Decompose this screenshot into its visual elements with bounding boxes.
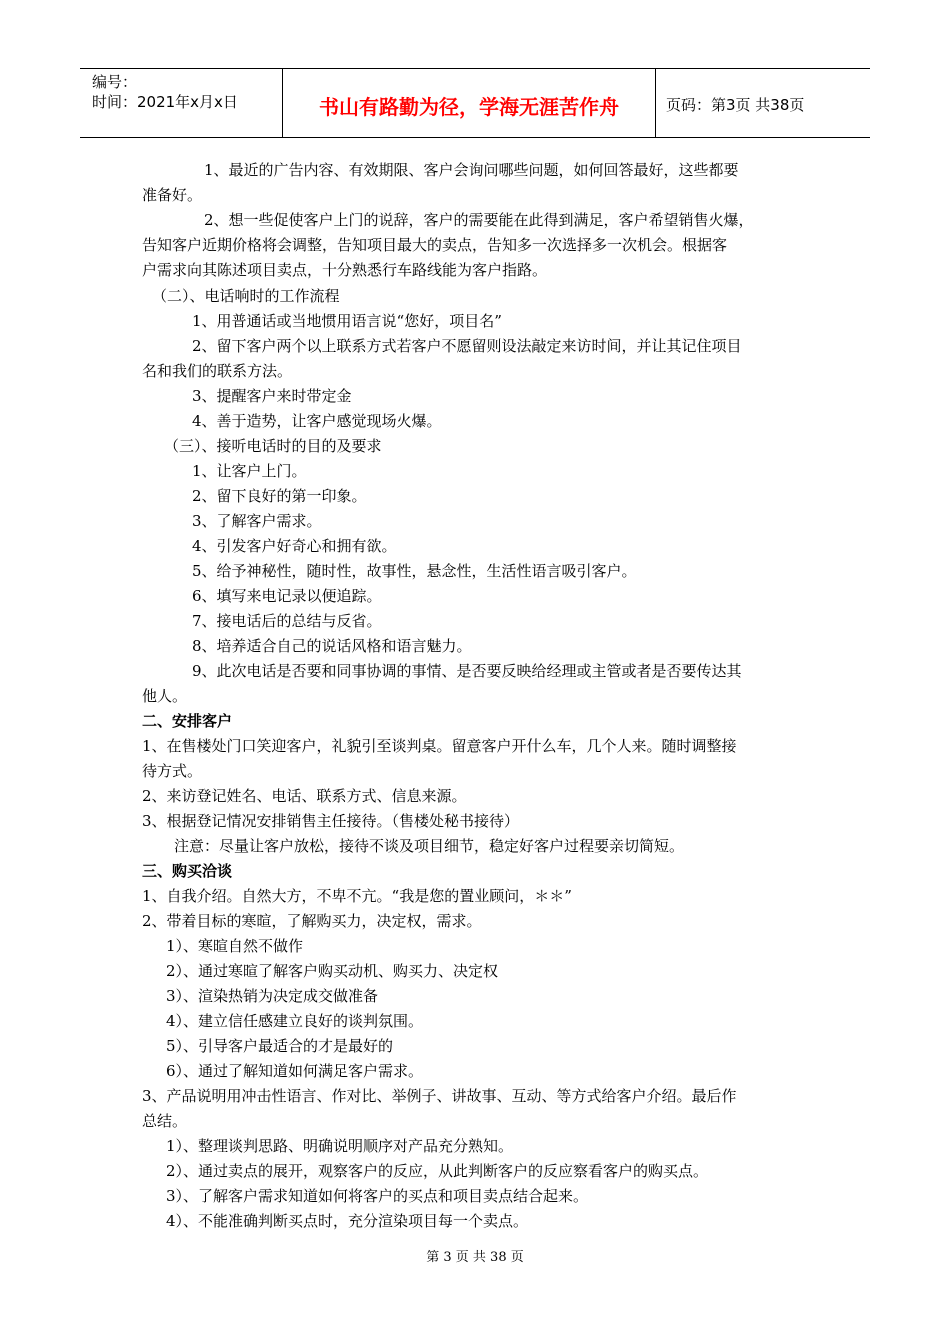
paragraph-line: 户需求向其陈述项目卖点，十分熟悉行车路线能为客户指路。 xyxy=(142,261,548,279)
paragraph-line: 1、最近的广告内容、有效期限、客户会询问哪些问题，如何回答最好，这些都要 xyxy=(204,161,739,179)
sub-list-item: 6）、通过了解知道如何满足客户需求。 xyxy=(166,1062,424,1080)
note-line: 注意：尽量让客户放松，接待不谈及项目细节，稳定好客户过程要亲切简短。 xyxy=(174,837,685,855)
sub-list-item: 4）、不能准确判断买点时，充分渲染项目每一个卖点。 xyxy=(166,1212,529,1230)
sub-list-item: 3）、了解客户需求知道如何将客户的买点和项目卖点结合起来。 xyxy=(166,1187,589,1205)
header-motto-cell xyxy=(283,69,656,137)
list-item: 9、此次电话是否要和同事协调的事情、是否要反映给经理或主管或者是否要传达其 xyxy=(192,662,742,680)
list-item: 2、留下客户两个以上联系方式若客户不愿留则设法敲定来访时间，并让其记住项目 xyxy=(192,337,742,355)
subheading: （二）、电话响时的工作流程 xyxy=(152,287,340,305)
paragraph-line: 他人。 xyxy=(142,687,188,705)
sub-list-item: 5）、引导客户最适合的才是最好的 xyxy=(166,1037,394,1055)
list-item: 8、培养适合自己的说话风格和语言魅力。 xyxy=(192,637,472,655)
subheading: （三）、接听电话时的目的及要求 xyxy=(164,437,382,455)
header-meta-cell xyxy=(80,69,283,137)
paragraph-line: 告知客户近期价格将会调整，告知项目最大的卖点，告知多一次选择多一次机会。根据客 xyxy=(142,236,728,254)
section-heading: 二、安排客户 xyxy=(142,712,233,730)
page-footer: 第 3 页 共 38 页 xyxy=(426,1250,524,1265)
sub-list-item: 1）、寒暄自然不做作 xyxy=(166,937,304,955)
list-item: 3、了解客户需求。 xyxy=(192,512,322,530)
list-item: 1、自我介绍。自然大方，不卑不亢。“我是您的置业顾问，＊＊” xyxy=(142,887,572,905)
list-item: 1、让客户上门。 xyxy=(192,462,307,480)
list-item: 6、填写来电记录以便追踪。 xyxy=(192,587,382,605)
sub-list-item: 1）、整理谈判思路、明确说明顺序对产品充分熟知。 xyxy=(166,1137,514,1155)
list-item: 7、接电话后的总结与反省。 xyxy=(192,612,382,630)
motto: 书山有路勤为径，学海无涯苦作舟 xyxy=(319,95,619,119)
list-item: 3、产品说明用冲击性语言、作对比、举例子、讲故事、互动、等方式给客户介绍。最后作 xyxy=(142,1087,737,1105)
list-item: 4、引发客户好奇心和拥有欲。 xyxy=(192,537,397,555)
list-item: 1、在售楼处门口笑迎客户，礼貌引至谈判桌。留意客户开什么车，几个人来。随时调整接 xyxy=(142,737,737,755)
sub-list-item: 4）、建立信任感建立良好的谈判氛围。 xyxy=(166,1012,424,1030)
list-item: 2、来访登记姓名、电话、联系方式、信息来源。 xyxy=(142,787,467,805)
sub-list-item: 3）、渲染热销为决定成交做准备 xyxy=(166,987,379,1005)
date-label: 时间：2021年x月x日 xyxy=(92,93,238,111)
serial-label: 编号： xyxy=(92,73,138,91)
paragraph-line: 2、想一些促使客户上门的说辞，客户的需要能在此得到满足，客户希望销售火爆， xyxy=(204,211,754,229)
paragraph-line: 准备好。 xyxy=(142,186,203,204)
list-item: 5、给予神秘性，随时性，故事性，悬念性，生活性语言吸引客户。 xyxy=(192,562,637,580)
list-item: 1、用普通话或当地惯用语言说“您好，项目名” xyxy=(192,312,502,330)
header-page-cell xyxy=(656,69,870,137)
page-info: 页码：第3页 共38页 xyxy=(666,96,805,114)
list-item: 2、带着目标的寒暄，了解购买力，决定权，需求。 xyxy=(142,912,482,930)
paragraph-line: 待方式。 xyxy=(142,762,203,780)
list-item: 2、留下良好的第一印象。 xyxy=(192,487,367,505)
page-header xyxy=(80,68,870,138)
list-item: 4、善于造势，让客户感觉现场火爆。 xyxy=(192,412,442,430)
list-item: 3、提醒客户来时带定金 xyxy=(192,387,352,405)
paragraph-line: 名和我们的联系方法。 xyxy=(142,362,293,380)
sub-list-item: 2）、通过寒暄了解客户购买动机、购买力、决定权 xyxy=(166,962,499,980)
section-heading: 三、购买洽谈 xyxy=(142,862,233,880)
sub-list-item: 2）、通过卖点的展开，观察客户的反应，从此判断客户的反应察看客户的购买点。 xyxy=(166,1162,709,1180)
list-item: 3、根据登记情况安排销售主任接待。（售楼处秘书接待） xyxy=(142,812,520,830)
paragraph-line: 总结。 xyxy=(142,1112,188,1130)
